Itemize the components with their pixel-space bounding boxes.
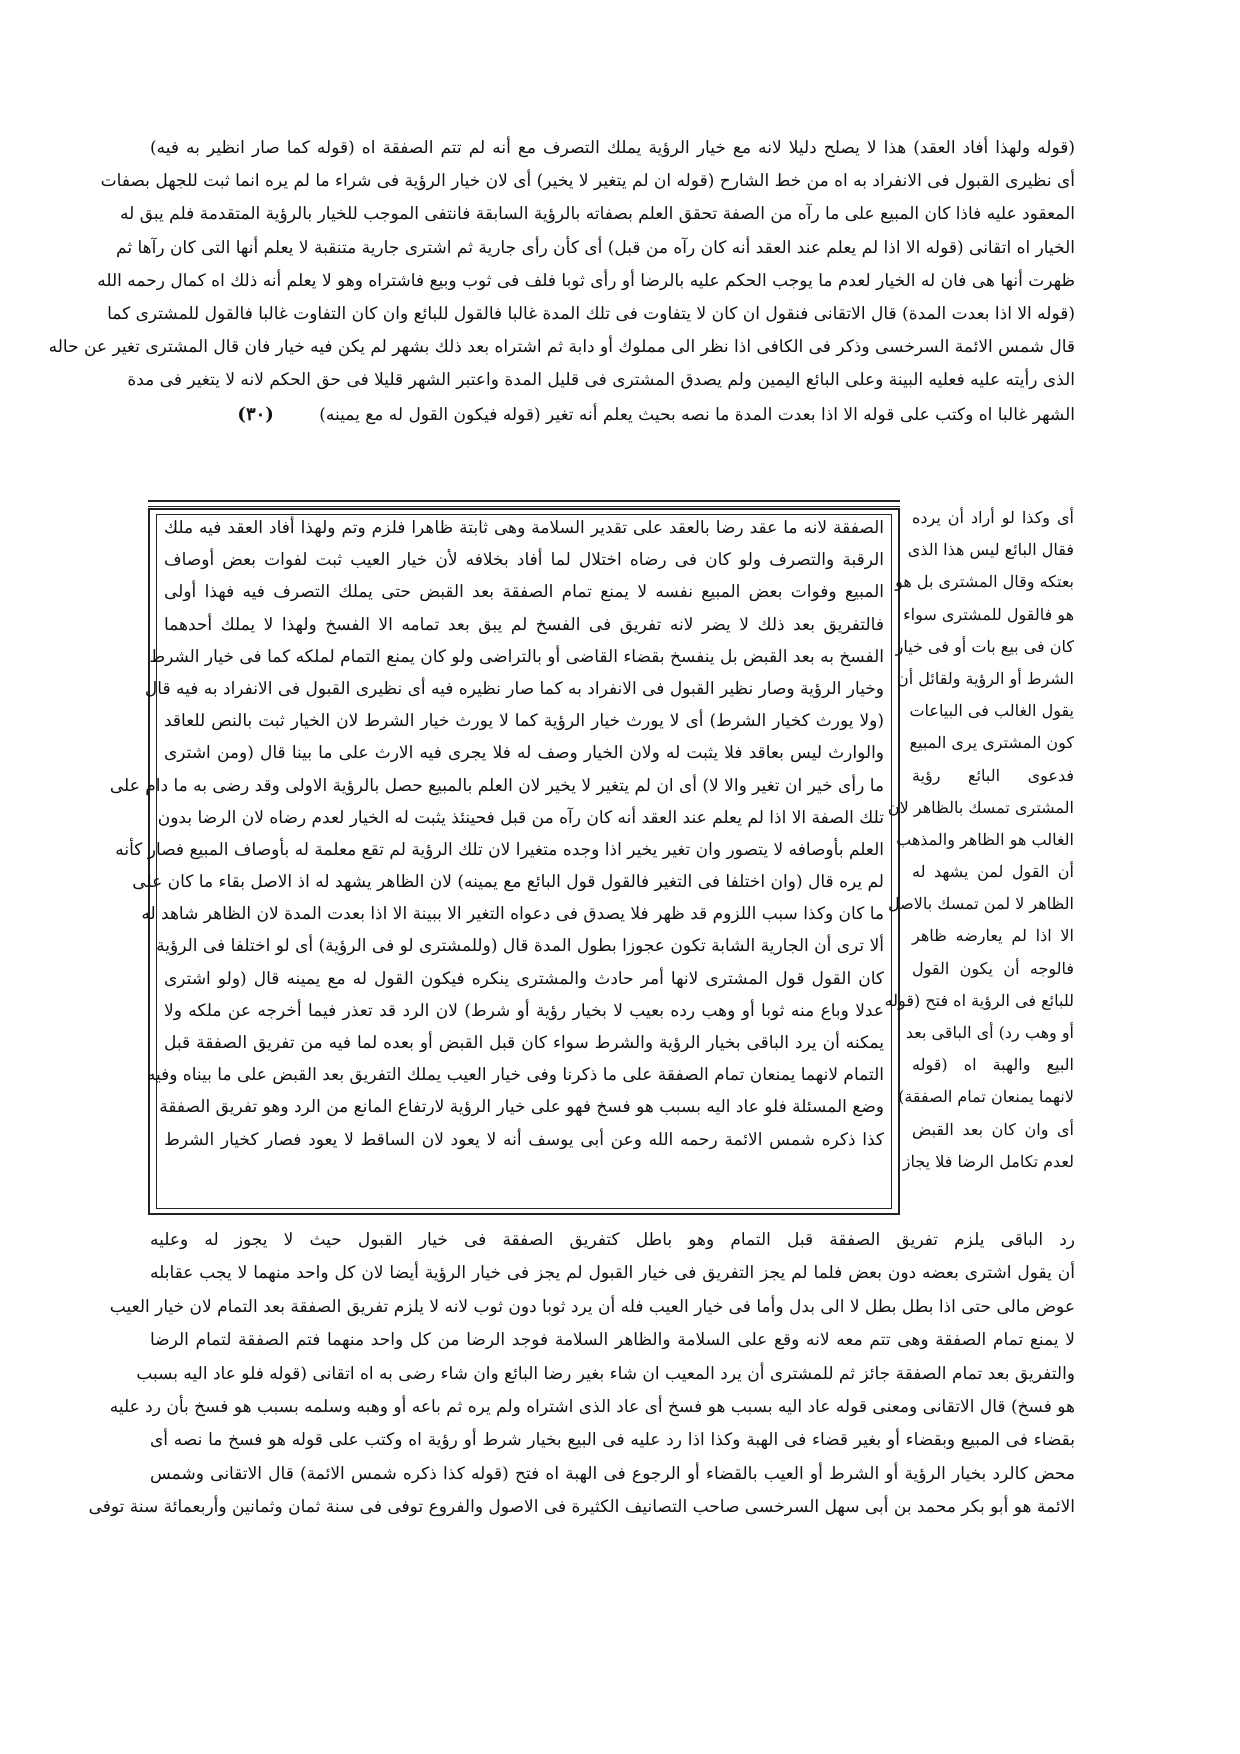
commentary-line-text: الشهر غالبا اه وكتب على قوله الا اذا بعدت المدة ما نصه بحيث يعلم أنه تغير (قوله فيكون القول له مع يمينه): [319, 404, 1075, 425]
commentary-line: محض كالرد بخيار الرؤية أو الشرط أو العيب بالقضاء أو الرجوع فى الهبة اه فتح (قوله كذا ذكره شمس الائمة) قال الاتقانى وشمس: [150, 1463, 1075, 1484]
side-commentary-line: أى وان كان بعد القبض: [912, 1119, 1074, 1139]
main-text-line: المبيع وفوات بعض المبيع نفسه لا يمنع تمام الصفقة بعد القبض حتى يملك التصرف فيه فهذا أولى: [164, 582, 884, 603]
bottom-commentary: [88, 1230, 1075, 1533]
side-commentary-line: أن القول لمن يشهد له: [912, 862, 1074, 882]
side-commentary-line: أى وكذا لو أراد أن يرده: [912, 508, 1074, 527]
main-text-line: كذا ذكره شمس الائمة رحمه الله وعن أبى يوسف أنه لا يعود لان الساقط لا يعود فصار كخيار الشرط: [164, 1129, 884, 1150]
commentary-line: رد الباقى يلزم تفريق الصفقة قبل التمام وهو باطل كتفريق الصفقة فى خيار القبول حيث لا يجوز له وعليه: [150, 1230, 1075, 1250]
commentary-line: الذى رأيته عليه فعليه البينة وعلى البائع اليمين ولم يصدق المشترى فى قليل المدة واعتبر الشهر قليلا فى حق الحكم لانه لا يتغير فى مدة: [127, 370, 1075, 391]
main-text-line: والوارث ليس بعاقد فلا يثبت له ولان الخيار وصف له فلا يجرى فيه الارث على ما بينا قال (ومن اشترى: [164, 743, 884, 764]
side-commentary: [884, 508, 1074, 1186]
main-text-line: ما كان وكذا سبب اللزوم قد ظهر فلا يصدق فى دعواه التغير الا ببينة الا اذا بعدت المدة لان الظاهر شاهد له: [141, 904, 884, 925]
side-commentary-line: للبائع فى الرؤية اه فتح (قوله: [884, 990, 1074, 1010]
frame-top-rule: [148, 500, 900, 507]
side-commentary-line: الشرط أو الرؤية ولقائل أن: [897, 668, 1074, 688]
side-commentary-line: الغالب هو الظاهر والمذهب: [896, 829, 1074, 849]
commentary-line: لا يمنع تمام الصفقة وهى تتم معه لانه وقع على السلامة والظاهر السلامة فوجد الرضا من كل واحد منهما فتم الصفقة لتمام الرضا: [150, 1330, 1075, 1351]
commentary-line: عوض مالى حتى اذا بطل بطل لا الى بدل وأما فى خيار العيب فله أن يرد ثوبا دون ثوب لانه لا يلزم تفريق الصفقة بعد التمام لان خيار العيب: [109, 1296, 1075, 1317]
commentary-line: ظهرت أنها هى فان له الخيار لعدم ما يوجب الحكم عليه بالرضا أو رأى ثوبا فلف فى ثوب وبيع فاشتراه وهو لا يعلم أنه ذلك اه كمال رحمه الله: [97, 270, 1075, 291]
top-commentary: [48, 138, 1075, 439]
side-commentary-line: كون المشترى يرى المبيع: [909, 733, 1074, 753]
commentary-line: الائمة هو أبو بكر محمد بن أبى سهل السرخسى صاحب التصانيف الكثيرة فى الاصول والفروع توفى فى سنة ثمان وثمانين وأربعمائة سنة توفى: [88, 1497, 1075, 1518]
commentary-line-with-page-number: [150, 403, 1075, 439]
main-text-line: فالتفريق بعد ذلك لا يضر لانه تفريق فى الفسخ لم يبق بعد تمامه الا الفسخ ولهذا لا يملك أحدهما: [164, 614, 884, 635]
side-commentary-line: بعتكه وقال المشترى بل هو: [895, 572, 1074, 592]
main-text-line: الفسخ به بعد القبض بل ينفسخ بقضاء القاضى أو بالتراضى ولو كان يمنع التمام لملكه كما فى خيار الشرط: [149, 646, 884, 667]
commentary-line: الخيار اه اتقانى (قوله الا اذا لم يعلم عند العقد أنه كان رآه من قبل) أى كأن رأى جارية ثم اشترى جارية متنقبة لا يعلم أنها التى كان رآها ثم: [116, 237, 1075, 258]
side-commentary-line: كان فى بيع بات أو فى خيار: [895, 636, 1074, 656]
commentary-line: أى نظيرى القبول فى الانفراد به اه من خط الشارح (قوله ان لم يتغير لا يخير) أى لان خيار الرؤية فى شراء ما لم يره انما ثبت للجهل بصفات: [100, 171, 1075, 192]
main-text-line: العلم بأوصافه لا يتصور وان تغير يخير اذا وجده متغيرا لان تلك الرؤية لم تقع معلمة له بأوصاف المبيع فصار كأنه: [115, 839, 884, 860]
commentary-line: أن يقول اشترى بعضه دون بعض فلما لم يجز التفريق فى خيار القبول لم يجز فى خيار الرؤية أيضا لان كل واحد منهما لا يجب عقابله: [150, 1263, 1075, 1284]
main-text-line: يمكنه أن يرد الباقى بخيار الرؤية والشرط سواء كان قبل القبض أو بعده لما فيه من تفريق الصفقة قبل: [164, 1033, 884, 1053]
commentary-line: هو فسخ) قال الاتقانى ومعنى قوله عاد اليه بسبب هو فسخ أى عاد الذى اشتراه ولم يره ثم باعه أو وهبه وسلمه بسبب هو فسخ بأن رد عليه: [109, 1396, 1075, 1417]
main-text-line: وضع المسئلة فلو عاد اليه بسبب هو فسخ فهو على خيار الرؤية لارتفاع المانع من الرد وهو تفريق الصفقة: [159, 1097, 884, 1118]
side-commentary-line: البيع والهبة اه (قوله: [912, 1055, 1074, 1075]
side-commentary-line: الا اذا لم يعارضه ظاهر: [912, 926, 1074, 946]
side-commentary-line: فقال البائع ليس هذا الذى: [907, 540, 1074, 560]
side-commentary-line: أو وهب رد) أى الباقى بعد: [905, 1023, 1074, 1042]
side-commentary-line: لعدم تكامل الرضا فلا يجاز: [902, 1151, 1074, 1171]
main-text-frame: [109, 508, 900, 1215]
main-text-line: ما رأى خير ان تغير والا لا) أى ان لم يتغير لا يخير لان العلم بالمبيع حصل بالرؤية الاولى وقد رضى به ما دام على: [109, 775, 884, 796]
main-text-line: (ولا يورث كخيار الشرط) أى لا يورث خيار الرؤية كما لا يورث خيار الشرط لان الخيار ثبت بالنص للعاقد: [164, 711, 884, 732]
main-text-line: التمام لانهما يمنعان تمام الصفقة على ما ذكرنا وفى خيار العيب يملك التفريق بعد القبض على ما بيناه وفيه: [146, 1065, 884, 1086]
side-commentary-line: فالوجه أن يكون القول: [912, 958, 1074, 978]
side-commentary-line: فدعوى البائع رؤية: [912, 765, 1074, 785]
main-text-line: ألا ترى أن الجارية الشابة تكون عجوزا بطول المدة قال (وللمشترى لو فى الرؤية) أى لو اختلفا فى الرؤية: [156, 936, 884, 957]
side-commentary-line: الظاهر لا لمن تمسك بالاصل: [888, 894, 1074, 914]
commentary-line: بقضاء فى المبيع وبقضاء أو بغير قضاء فى الهبة وكذا اذا رد عليه فى البيع بخيار شرط أو رؤية اه وكتب على قوله هو فسخ ما نصه أى: [150, 1430, 1075, 1451]
main-text-line: تلك الصفة الا اذا لم يعلم عند العقد أنه كان رآه من قبل فحينئذ يثبت له الخيار لعدم رضاه لان الرضا بدون: [157, 807, 884, 828]
main-text: [109, 518, 884, 1164]
main-text-line: الرقبة والتصرف ولو كان فى رضاه اختلال لما أفاد بخلافه لأن خيار العيب ثبت لفوات بعض أوصاف: [164, 550, 884, 571]
page-number: (٣٠): [237, 403, 274, 425]
commentary-line: المعقود عليه فاذا كان المبيع على ما رآه من الصفة تحقق العلم بصفاته بالرؤية السابقة فانتفى الموجب للخيار بالرؤية المتقدمة فلم يبق له: [120, 204, 1075, 225]
commentary-line: قال شمس الائمة السرخسى وذكر فى الكافى اذا نظر الى مملوك أو دابة ثم اشتراه بعد ذلك بشهر لم يكن فيه خيار فان قال المشترى تغير عن حاله: [48, 337, 1075, 358]
commentary-line: (قوله ولهذا أفاد العقد) هذا لا يصلح دليلا لانه مع خيار الرؤية يملك التصرف مع أنه لم تتم الصفقة اه (قوله كما صار انظير به فيه): [150, 138, 1075, 158]
main-text-line: كان القول قول المشترى لانها أمر حادث والمشترى ينكره فيكون القول له مع يمينه قال (ولو اشترى: [164, 968, 884, 989]
side-commentary-line: المشترى تمسك بالظاهر لان: [887, 797, 1074, 817]
side-commentary-line: لانهما يمنعان تمام الصفقة): [898, 1087, 1074, 1107]
main-text-line: عدلا وباع منه ثوبا أو وهب رده بعيب لا بخيار رؤية أو شرط) لان الرد قد تعذر فيما أخرجه عن ملكه ولا: [164, 1000, 884, 1021]
main-text-line: لم يره قال (وان اختلفا فى التغير فالقول قول البائع مع يمينه) لان الظاهر يشهد له اذ الاصل بقاء ما كان على: [132, 872, 884, 893]
side-commentary-line: هو فالقول للمشترى سواء: [903, 604, 1074, 624]
main-text-line: الصفقة لانه ما عقد رضا بالعقد على تقدير السلامة وهى ثابتة ظاهرا فلزم وتم ولهذا أفاد العقد فيه ملك: [164, 518, 884, 538]
main-text-line: وخيار الرؤية وصار نظير القبول فى الانفراد به كما صار نظيره فيه أى نظيرى القبول فى الانفراد به فيه قال: [144, 678, 884, 699]
commentary-line: (قوله الا اذا بعدت المدة) قال الاتقانى فنقول ان كان لا يتفاوت فى تلك المدة غالبا فالقول للبائع وان كان التفاوت غالبا فالقول للمشترى كما: [107, 303, 1075, 324]
side-commentary-line: يقول الغالب فى البياعات: [909, 701, 1074, 721]
commentary-line: والتفريق بعد تمام الصفقة جائز ثم للمشترى أن يرد المعيب ان شاء بغير رضا البائع وان شاء رضى به اه اتقانى (قوله فلو عاد اليه بسبب: [136, 1363, 1075, 1384]
